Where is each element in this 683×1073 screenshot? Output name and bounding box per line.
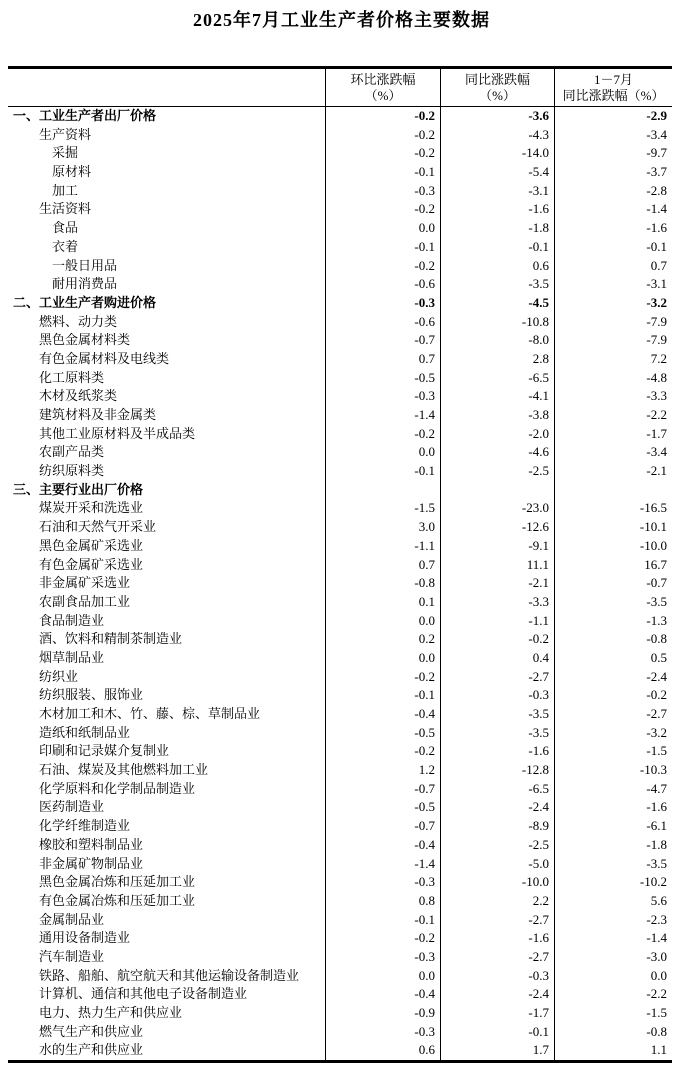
row-label: 橡胶和塑料制品业: [39, 836, 144, 852]
yoy-cell: -3.6: [440, 107, 554, 126]
mom-cell: 0.0: [325, 612, 440, 631]
ytd-cell: -10.3: [554, 761, 672, 780]
ytd-cell: -1.6: [554, 219, 672, 238]
row-label: 酒、饮料和精制茶制造业: [39, 631, 183, 647]
row-label: 计算机、通信和其他电子设备制造业: [39, 986, 248, 1002]
table-row: [8, 219, 672, 238]
mom-cell: -0.7: [325, 780, 440, 799]
mom-cell: 0.6: [325, 1041, 440, 1060]
mom-cell: -0.6: [325, 313, 440, 332]
mom-cell: -0.4: [325, 836, 440, 855]
ytd-cell: -2.9: [554, 107, 672, 126]
table-row: [8, 331, 672, 350]
mom-cell: -0.6: [325, 275, 440, 294]
table-row: [8, 948, 672, 967]
row-label: 石油和天然气开采业: [39, 519, 157, 535]
mom-cell: -0.4: [325, 705, 440, 724]
ytd-cell: 1.1: [554, 1041, 672, 1060]
yoy-cell: -0.3: [440, 686, 554, 705]
mom-cell: -0.7: [325, 817, 440, 836]
table-row: [8, 163, 672, 182]
row-label: 化学纤维制造业: [39, 818, 131, 834]
header-yoy-col: [440, 69, 554, 106]
mom-cell: 0.8: [325, 892, 440, 911]
row-label: 金属制品业: [39, 911, 105, 927]
table-row: [8, 257, 672, 276]
yoy-cell: 2.8: [440, 350, 554, 369]
mom-cell: 0.7: [325, 350, 440, 369]
table-row: [8, 518, 672, 537]
table-row: [8, 406, 672, 425]
yoy-cell: -6.5: [440, 369, 554, 388]
mom-cell: -0.2: [325, 144, 440, 163]
mom-cell: -0.9: [325, 1004, 440, 1023]
row-label: 烟草制品业: [39, 649, 105, 665]
header-blank-cell: [8, 69, 325, 106]
ytd-cell: -2.7: [554, 705, 672, 724]
yoy-cell: -0.3: [440, 967, 554, 986]
ytd-cell: 5.6: [554, 892, 672, 911]
ytd-cell: -16.5: [554, 499, 672, 518]
table-row: [8, 126, 672, 145]
ytd-cell: -3.5: [554, 593, 672, 612]
row-label: 煤炭开采和洗选业: [39, 500, 144, 516]
ytd-cell: [554, 481, 672, 500]
mom-cell: -0.2: [325, 668, 440, 687]
yoy-cell: -1.6: [440, 742, 554, 761]
header-mom-col: [325, 69, 440, 106]
yoy-cell: -5.0: [440, 855, 554, 874]
ytd-cell: -3.4: [554, 126, 672, 145]
row-label: 医药制造业: [39, 799, 105, 815]
table-body: [8, 107, 672, 1060]
yoy-cell: -12.6: [440, 518, 554, 537]
mom-cell: -1.1: [325, 537, 440, 556]
mom-cell: 0.0: [325, 967, 440, 986]
table-row: [8, 574, 672, 593]
ytd-cell: -1.8: [554, 836, 672, 855]
yoy-cell: -2.7: [440, 911, 554, 930]
ytd-cell: -3.4: [554, 443, 672, 462]
mom-cell: -1.4: [325, 855, 440, 874]
yoy-cell: 2.2: [440, 892, 554, 911]
table-row: [8, 649, 672, 668]
ytd-cell: -6.1: [554, 817, 672, 836]
ytd-cell: -1.4: [554, 200, 672, 219]
yoy-cell: -1.8: [440, 219, 554, 238]
ytd-cell: -1.5: [554, 742, 672, 761]
table-row: [8, 668, 672, 687]
ytd-cell: -2.2: [554, 406, 672, 425]
mom-cell: -0.3: [325, 182, 440, 201]
page-title: 2025年7月工业生产者价格主要数据: [193, 10, 490, 30]
row-label: 黑色金属矿采选业: [39, 537, 144, 553]
table-row: [8, 967, 672, 986]
table-row: [8, 200, 672, 219]
row-label: 化工原料类: [39, 369, 105, 385]
yoy-cell: -3.8: [440, 406, 554, 425]
ytd-cell: -1.6: [554, 798, 672, 817]
yoy-cell: -8.9: [440, 817, 554, 836]
mom-cell: -0.7: [325, 331, 440, 350]
yoy-cell: -2.0: [440, 425, 554, 444]
mom-cell: -0.8: [325, 574, 440, 593]
yoy-cell: -12.8: [440, 761, 554, 780]
row-label: 食品: [52, 220, 79, 236]
row-label: 采掘: [52, 145, 79, 161]
yoy-cell: -8.0: [440, 331, 554, 350]
row-label: 其他工业原材料及半成品类: [39, 425, 196, 441]
row-label: 一、工业生产者出厂价格: [13, 108, 157, 123]
table-row: [8, 1004, 672, 1023]
row-label: 纺织原料类: [39, 463, 105, 479]
yoy-cell: [440, 481, 554, 500]
row-label: 通用设备制造业: [39, 930, 131, 946]
table-row: [8, 481, 672, 500]
row-label: 水的生产和供应业: [39, 1042, 144, 1058]
mom-cell: -0.1: [325, 238, 440, 257]
table-row: [8, 1023, 672, 1042]
table-row: [8, 985, 672, 1004]
mom-cell: -0.2: [325, 107, 440, 126]
row-label: 木材及纸浆类: [39, 388, 118, 404]
yoy-cell: -3.5: [440, 724, 554, 743]
row-label: 农副产品类: [39, 444, 105, 460]
ytd-cell: -0.2: [554, 686, 672, 705]
mom-cell: -0.2: [325, 742, 440, 761]
header-ytd-line2: 同比涨跌幅（%）: [562, 87, 665, 103]
row-label: 生活资料: [39, 201, 92, 217]
ytd-cell: -2.1: [554, 462, 672, 481]
table-row: [8, 911, 672, 930]
row-label: 食品制造业: [39, 612, 105, 628]
price-table: [8, 66, 672, 1063]
mom-cell: -0.5: [325, 369, 440, 388]
header-mom-line2: （%）: [364, 87, 402, 103]
mom-cell: -0.3: [325, 873, 440, 892]
table-row: [8, 556, 672, 575]
mom-cell: -0.2: [325, 257, 440, 276]
mom-cell: -0.3: [325, 387, 440, 406]
yoy-cell: -2.4: [440, 798, 554, 817]
header-yoy-line1: 同比涨跌幅: [464, 71, 530, 87]
mom-cell: [325, 481, 440, 500]
header-yoy-line2: （%）: [479, 87, 516, 103]
header-mom-line1: 环比涨跌幅: [350, 71, 416, 87]
table-row: [8, 182, 672, 201]
row-label: 原材料: [52, 164, 92, 180]
header-ytd-col: [554, 69, 672, 106]
mom-cell: 0.0: [325, 649, 440, 668]
row-label: 石油、煤炭及其他燃料加工业: [39, 762, 209, 778]
table-row: [8, 761, 672, 780]
yoy-cell: -2.4: [440, 985, 554, 1004]
yoy-cell: -10.0: [440, 873, 554, 892]
ytd-cell: -3.7: [554, 163, 672, 182]
mom-cell: -0.5: [325, 798, 440, 817]
yoy-cell: 0.6: [440, 257, 554, 276]
yoy-cell: -4.3: [440, 126, 554, 145]
yoy-cell: -0.2: [440, 630, 554, 649]
ytd-cell: -1.4: [554, 929, 672, 948]
row-label: 印刷和记录媒介复制业: [39, 743, 170, 759]
table-row: [8, 462, 672, 481]
mom-cell: -0.3: [325, 1023, 440, 1042]
yoy-cell: -9.1: [440, 537, 554, 556]
mom-cell: 0.2: [325, 630, 440, 649]
mom-cell: 0.7: [325, 556, 440, 575]
row-label: 二、工业生产者购进价格: [13, 294, 157, 310]
mom-cell: 0.0: [325, 219, 440, 238]
yoy-cell: -3.5: [440, 705, 554, 724]
yoy-cell: -1.6: [440, 929, 554, 948]
yoy-cell: -2.7: [440, 668, 554, 687]
mom-cell: -0.5: [325, 724, 440, 743]
row-label: 黑色金属材料类: [39, 332, 131, 348]
table-row: [8, 107, 672, 126]
row-label: 耐用消费品: [52, 276, 118, 292]
ytd-cell: -9.7: [554, 144, 672, 163]
row-label: 有色金属冶炼和压延加工业: [39, 892, 196, 908]
mom-cell: -0.3: [325, 294, 440, 313]
row-label: 造纸和纸制品业: [39, 724, 131, 740]
mom-cell: 1.2: [325, 761, 440, 780]
row-label: 木材加工和木、竹、藤、棕、草制品业: [39, 706, 261, 721]
yoy-cell: -4.5: [440, 294, 554, 313]
ytd-cell: -3.2: [554, 724, 672, 743]
ytd-cell: -10.1: [554, 518, 672, 537]
row-label: 纺织业: [39, 668, 79, 684]
ytd-cell: -3.0: [554, 948, 672, 967]
yoy-cell: -1.7: [440, 1004, 554, 1023]
mom-cell: 0.0: [325, 443, 440, 462]
mom-cell: -1.5: [325, 499, 440, 518]
mom-cell: -0.1: [325, 163, 440, 182]
yoy-cell: -3.3: [440, 593, 554, 612]
mom-cell: 0.1: [325, 593, 440, 612]
row-label: 电力、热力生产和供应业: [39, 1005, 183, 1020]
table-row: [8, 425, 672, 444]
ytd-cell: -2.8: [554, 182, 672, 201]
row-label: 燃料、动力类: [39, 313, 118, 329]
yoy-cell: -1.1: [440, 612, 554, 631]
yoy-cell: 1.7: [440, 1041, 554, 1060]
yoy-cell: -1.6: [440, 200, 554, 219]
ytd-cell: -10.0: [554, 537, 672, 556]
ytd-cell: -1.7: [554, 425, 672, 444]
table-row: [8, 1041, 672, 1060]
table-row: [8, 443, 672, 462]
table-row: [8, 499, 672, 518]
table-row: [8, 705, 672, 724]
ytd-cell: -0.7: [554, 574, 672, 593]
ytd-cell: -1.3: [554, 612, 672, 631]
row-label: 加工: [52, 182, 79, 198]
mom-cell: 3.0: [325, 518, 440, 537]
mom-cell: -0.2: [325, 126, 440, 145]
row-label: 农副食品加工业: [39, 593, 131, 609]
table-row: [8, 275, 672, 294]
table-row: [8, 593, 672, 612]
ytd-cell: -7.9: [554, 331, 672, 350]
row-label: 铁路、船舶、航空航天和其他运输设备制造业: [39, 967, 300, 983]
table-row: [8, 873, 672, 892]
mom-cell: -0.2: [325, 200, 440, 219]
ytd-cell: -1.5: [554, 1004, 672, 1023]
ytd-cell: -7.9: [554, 313, 672, 332]
yoy-cell: -4.6: [440, 443, 554, 462]
table-row: [8, 855, 672, 874]
ytd-cell: -0.1: [554, 238, 672, 257]
yoy-cell: -0.1: [440, 1023, 554, 1042]
row-label: 一般日用品: [52, 257, 118, 273]
yoy-cell: -0.1: [440, 238, 554, 257]
row-label: 黑色金属冶炼和压延加工业: [39, 874, 196, 890]
mom-cell: -0.1: [325, 462, 440, 481]
table-row: [8, 630, 672, 649]
table-row: [8, 817, 672, 836]
ytd-cell: 0.0: [554, 967, 672, 986]
table-row: [8, 798, 672, 817]
yoy-cell: -2.1: [440, 574, 554, 593]
mom-cell: -0.1: [325, 911, 440, 930]
table-row: [8, 612, 672, 631]
yoy-cell: -14.0: [440, 144, 554, 163]
yoy-cell: -2.7: [440, 948, 554, 967]
table-row: [8, 350, 672, 369]
table-row: [8, 537, 672, 556]
table-row: [8, 724, 672, 743]
yoy-cell: -4.1: [440, 387, 554, 406]
table-row: [8, 294, 672, 313]
mom-cell: -0.1: [325, 686, 440, 705]
ytd-cell: -2.4: [554, 668, 672, 687]
ytd-cell: -2.3: [554, 911, 672, 930]
mom-cell: -0.2: [325, 425, 440, 444]
row-label: 有色金属材料及电线类: [39, 350, 170, 366]
yoy-cell: -6.5: [440, 780, 554, 799]
yoy-cell: -2.5: [440, 462, 554, 481]
yoy-cell: -5.4: [440, 163, 554, 182]
yoy-cell: -23.0: [440, 499, 554, 518]
table-row: [8, 742, 672, 761]
table-row: [8, 686, 672, 705]
row-label: 非金属矿采选业: [39, 575, 131, 591]
table-header: [8, 69, 672, 107]
table-row: [8, 929, 672, 948]
mom-cell: -0.3: [325, 948, 440, 967]
ytd-cell: -3.1: [554, 275, 672, 294]
ytd-cell: -0.8: [554, 630, 672, 649]
mom-cell: -0.4: [325, 985, 440, 1004]
yoy-cell: 11.1: [440, 556, 554, 575]
table-row: [8, 892, 672, 911]
ytd-cell: -2.2: [554, 985, 672, 1004]
ytd-cell: 0.7: [554, 257, 672, 276]
table-row: [8, 238, 672, 257]
row-label: 纺织服装、服饰业: [39, 687, 144, 703]
ytd-cell: -3.5: [554, 855, 672, 874]
row-label: 有色金属矿采选业: [39, 556, 144, 572]
table-row: [8, 387, 672, 406]
ytd-cell: -4.7: [554, 780, 672, 799]
row-label: 生产资料: [39, 126, 92, 142]
ytd-cell: -3.3: [554, 387, 672, 406]
row-label: 化学原料和化学制品制造业: [39, 780, 196, 796]
row-label: 建筑材料及非金属类: [39, 407, 157, 422]
table-row: [8, 369, 672, 388]
table-row: [8, 144, 672, 163]
header-ytd-line1: 1－7月: [593, 71, 633, 87]
table-row: [8, 780, 672, 799]
ytd-cell: -3.2: [554, 294, 672, 313]
row-label: 衣着: [52, 238, 79, 254]
row-label: 三、主要行业出厂价格: [13, 481, 144, 497]
ytd-cell: -10.2: [554, 873, 672, 892]
mom-cell: -0.2: [325, 929, 440, 948]
ytd-cell: -0.8: [554, 1023, 672, 1042]
ytd-cell: 0.5: [554, 649, 672, 668]
yoy-cell: -10.8: [440, 313, 554, 332]
yoy-cell: 0.4: [440, 649, 554, 668]
yoy-cell: -2.5: [440, 836, 554, 855]
table-row: [8, 313, 672, 332]
mom-cell: -1.4: [325, 406, 440, 425]
yoy-cell: -3.1: [440, 182, 554, 201]
ytd-cell: 16.7: [554, 556, 672, 575]
yoy-cell: -3.5: [440, 275, 554, 294]
row-label: 燃气生产和供应业: [39, 1023, 144, 1039]
ytd-cell: -4.8: [554, 369, 672, 388]
ytd-cell: 7.2: [554, 350, 672, 369]
row-label: 非金属矿物制品业: [39, 855, 144, 871]
table-row: [8, 836, 672, 855]
row-label: 汽车制造业: [39, 948, 105, 964]
